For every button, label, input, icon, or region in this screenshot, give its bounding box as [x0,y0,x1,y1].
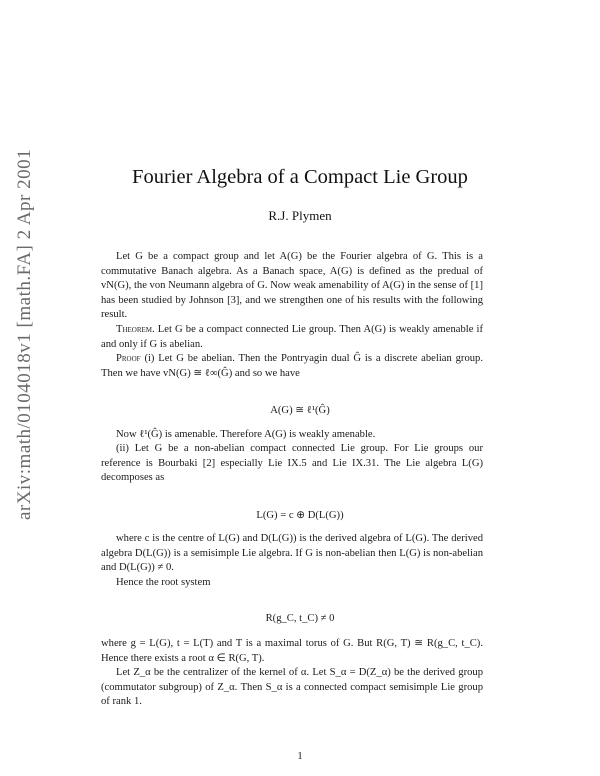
amenable-paragraph: Now ℓ¹(Ĝ) is amenable. Therefore A(G) is weakly amenable. [116,429,376,440]
theorem-paragraph [101,323,483,352]
theorem-text: Let G be a compact connected Lie group. Then A(G) is weakly amenable if and only if G is abelian. [101,324,483,350]
arxiv-margin-label: arXiv:math/0104018v1 [math.FA] 2 Apr 2001 [14,148,35,520]
theorem-label: Theorem. [116,324,155,335]
page-number: 1 [297,751,303,762]
centralizer-paragraph: Let Z_α be the centralizer of the kernel of α. Let S_α = D(Z_α) be the derived group (commutator subgroup) of Z_α. Then S_α is a connected compact semisimple Lie group of rank 1. [101,667,483,708]
nonabelian-paragraph: (ii) Let G be a non-abelian compact connected Lie group. For Lie groups our reference is Bourbaki [2] especially Lie IX.5 and Lie IX.31. The Lie algebra L(G) decomposes as [101,443,483,484]
intro-paragraph: Let G be a compact group and let A(G) be the Fourier algebra of G. This is a commutative Banach algebra. As a Banach space, A(G) is defined as the predual of vN(G), the von Neumann algebra of G. Now weak amenability of A(G) in the sense of [1] has been studied by Johnson [3], and we strengthen one of his results with the following result. [101,251,483,321]
centre-paragraph: where c is the centre of L(G) and D(L(G)) is the derived algebra of L(G). The derived algebra D(L(G)) is a semisimple Lie algebra. If G is non-abelian then L(G) is non-abelian and D(L(G)) ≠ 0. [101,533,483,574]
proof-paragraph [101,352,483,381]
root-system-paragraph: Hence the root system [116,577,211,588]
equation-2: L(G) = c ⊕ D(L(G)) [256,510,344,521]
torus-paragraph: where g = L(G), t = L(T) and T is a maximal torus of G. But R(G, T) ≅ R(g_C, t_C). Hence there exists a root α ∈ R(G, T). [101,638,483,664]
proof-label: Proof [116,353,141,364]
equation-1: A(G) ≅ ℓ¹(Ĝ) [270,405,330,416]
proof-text: (i) Let G be abelian. Then the Pontryagin dual Ĝ is a discrete abelian group. Then we have vN(G) ≅ ℓ∞(Ĝ) and so we have [101,353,483,379]
equation-3: R(g_C, t_C) ≠ 0 [265,613,335,624]
paper-title: Fourier Algebra of a Compact Lie Group [132,166,468,188]
author-name: R.J. Plymen [268,208,332,223]
